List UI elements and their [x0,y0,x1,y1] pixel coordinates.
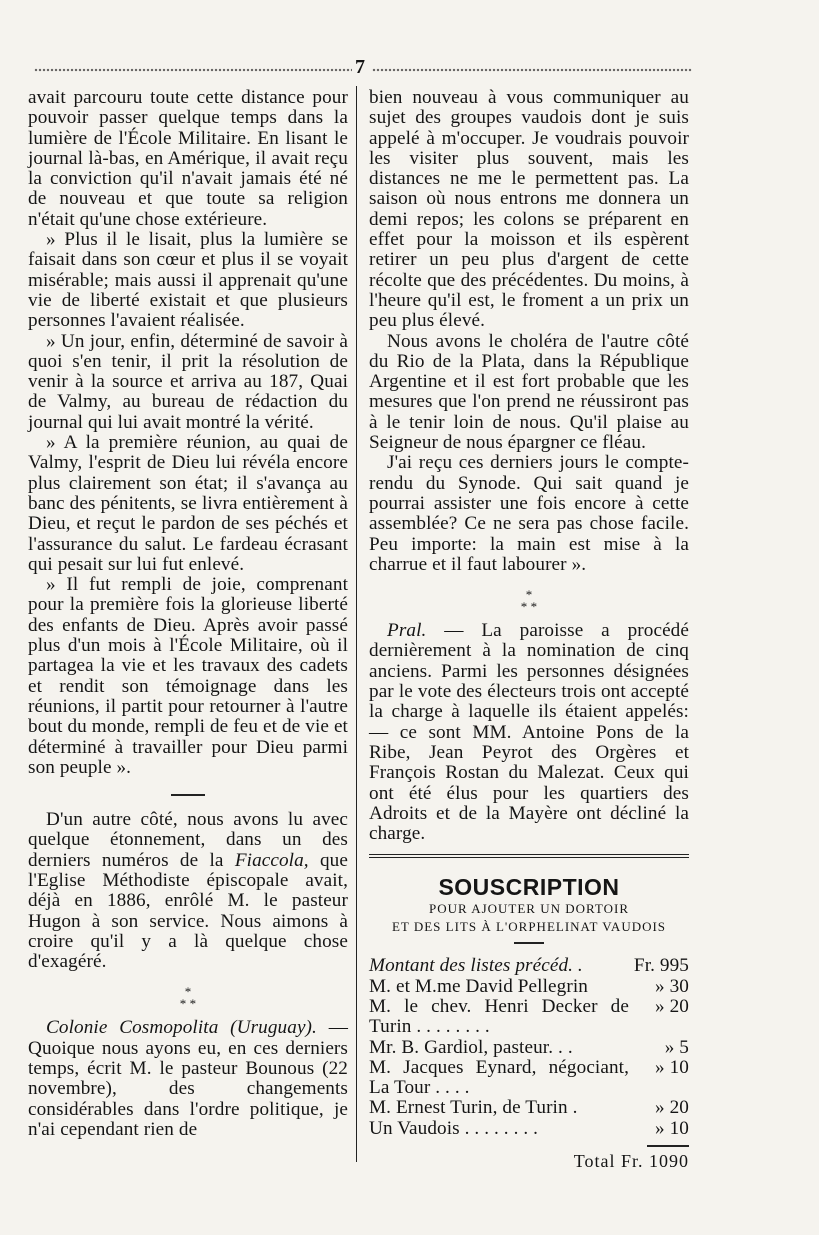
text-span: — La paroisse a procédé dernièrement à la nomination de cinq anciens. Parmi les personnes désignées par le vote des électeurs trois ont accepté la charge à laquelle ils étaient appelés: — ce sont MM. Antoine Pons de la Ribe, Jean Peyrot des Orgères et François Rostan du Malezat. Ceux qui ont été élus pour les quartiers des Adroits et de la Mayère ont décliné la charge. [369,620,689,845]
asterism-bottom: * * [520,599,538,615]
subscription-donor: Montant des listes précéd. . [369,955,583,977]
subscription-total: Total Fr. 1090 [573,1151,689,1172]
paragraph: » Plus il le lisait, plus la lumière se faisait dans son cœur et plus il se voyait misérable; mais aussi il apprenait qu'une vie de liberté existait et que plusieurs personnes l'avaient réalisée. [28,229,348,332]
text-span: que l'Eglise Méthodiste épiscopale avait, déjà en 1886, enrôlé M. le pasteur Hugon à son service. Nous aimons à croire qu'il y a là quelque chose d'exagéré. [28,849,348,973]
paragraph [28,1018,348,1140]
text-span: D'un autre côté, nous avons lu avec quelque étonnement, dans un des derniers numéros de la [28,809,348,871]
subscription-title: SOUSCRIPTION [438,874,620,901]
asterism-top: * [525,587,533,603]
horizontal-rule [369,857,689,858]
subscription-amount: » 5 [664,1036,689,1058]
right-column [369,88,689,1171]
paragraph [28,810,348,972]
asterism [28,986,348,1010]
left-column [28,88,348,1140]
paragraph: » Il fut rempli de joie, comprenant pour la première fois la glorieuse liberté des enfants de Dieu. Après avoir passé plus d'un mois à l'École Militaire, où il partagea la vie et les travaux des cadets et rendit son témoignage dans les réunions, il partit pour retourner à l'autre bout du monde, rempli de feu et de vie et déterminé à travailler pour Dieu parmi son peuple ». [28,574,348,778]
text-span: — Quoique nous ayons eu, en ces derniers temps, écrit M. le pasteur Bounous (22 novembre), des changements considérables dans l'ordre politique, je n'ai cependant rien de [28,1017,348,1140]
section-heading: Colonie Cosmopolita (Uruguay). [46,1017,317,1039]
subscription-row [369,1038,689,1058]
section-heading: Pral. [387,620,427,642]
page-header [28,56,692,82]
header-ornament-right [372,68,692,72]
paragraph: J'ai reçu ces derniers jours le compte-rendu du Synode. Qui sait quand je pourrai assister une fois encore à cette assemblée? Ce ne sera pas chose facile. Peu importe: la main est mise à la charrue et il faut labourer ». [369,452,689,575]
paragraph: » Un jour, enfin, déterminé de savoir à quoi s'en tenir, il prit la résolution de venir à la source et arriva au 187, Quai de Valmy, au bureau de rédaction du journal qui lui avait montré la vérité. [28,330,348,433]
subscription-donor: M. Jacques Eynard, négociant, La Tour . . . . [369,1056,629,1099]
subscription-amount: » 20 [655,995,689,1017]
paragraph: bien nouveau à vous communiquer au sujet des groupes vaudois dont je suis appelé à m'occuper. Je voudrais pouvoir les visiter plus souvent, mais les distances ne me le permettent pas. La saison où nous entrons me donnera un demi repos; les colons se préparent en effet pour la moisson et ils espèrent retirer un peu plus d'argent de cette récolte que des précédentes. Du moins, à l'heure qu'il est, le froment a un prix un peu plus élevé. [369,87,689,332]
column-divider [356,86,357,1162]
subscription-donor: M. Ernest Turin, de Turin . [369,1097,578,1119]
paragraph [369,621,689,844]
header-ornament-left [34,68,352,72]
subscription-row [369,977,689,997]
subscription-row [369,956,689,976]
total-rule [647,1145,689,1147]
horizontal-rule [369,854,689,855]
newspaper-title: Fiaccola, [234,849,309,871]
section-divider [171,794,205,796]
subscription-donor: M. le chev. Henri Decker de Turin . . . . . . . . [369,995,629,1038]
subscription-amount: » 30 [655,975,689,997]
subscription-donor: M. et M.me David Pellegrin [369,975,588,997]
asterism-top: * [184,984,192,1000]
subscription-subtitle: POUR AJOUTER UN DORTOIR [428,901,630,917]
subscription-list [369,956,689,1139]
subscription-amount: » 20 [655,1097,689,1119]
section-divider [514,942,544,944]
subscription-amount: » 10 [655,1056,689,1078]
subscription-amount: Fr. 995 [633,955,689,977]
subscription-donor: Un Vaudois . . . . . . . . [369,1117,539,1139]
paragraph: » A la première réunion, au quai de Valmy, l'esprit de Dieu lui révéla encore plus clairement son état; il s'avança au banc des pénitents, se livra entièrement à Dieu, et reçut le pardon de ses péchés et l'assurance du salut. Le fardeau écrasant qui pesait sur lui fut enlevé. [28,432,348,575]
subscription-subtitle: ET DES LITS À L'ORPHELINAT VAUDOIS [391,919,667,935]
subscription-row [369,997,689,1038]
subscription-donor: Mr. B. Gardiol, pasteur. . . [369,1036,573,1058]
subscription-block [369,874,689,1171]
asterism-bottom: * * [179,996,197,1012]
paragraph: avait parcouru toute cette distance pour pouvoir passer quelque temps dans la lumière de l'École Militaire. En lisant le journal là-bas, en Amérique, il avait reçu la conviction qu'il n'avait jamais été né de nouveau et que toute sa religion n'était qu'une chose extérieure. [28,87,348,230]
asterism [369,589,689,613]
paragraph: Nous avons le choléra de l'autre côté du Rio de la Plata, dans la République Argentine et il est fort probable que les mesures que l'on prend ne réussiront pas à le tenir loin de nous. Qu'il plaise au Seigneur de nous épargner ce fléau. [369,330,689,454]
subscription-amount: » 10 [655,1117,689,1139]
subscription-row [369,1098,689,1118]
page-number: 7 [355,56,365,78]
subscription-row [369,1119,689,1139]
subscription-row [369,1058,689,1099]
